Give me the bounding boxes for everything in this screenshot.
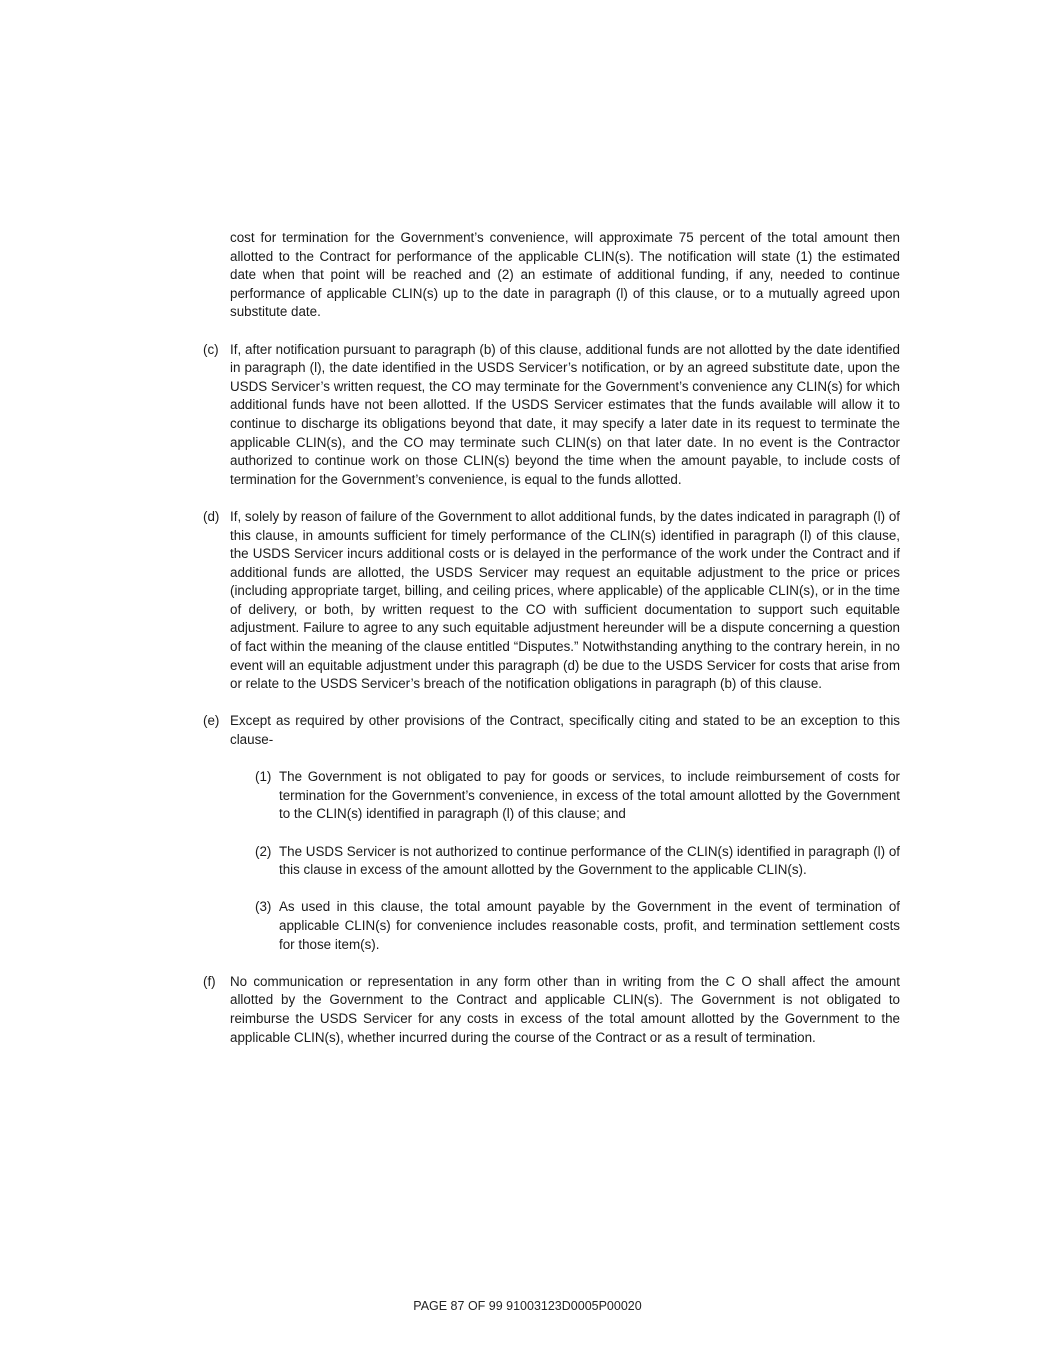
subparagraph-2 bbox=[230, 843, 900, 880]
paragraph-text: If, after notification pursuant to paragraph (b) of this clause, additional funds are not allotted by the date identified in paragraph (l), the date identified in the USDS Servicer’s notification, or by an agreed substitute date, upon the USDS Servicer’s written request, the CO may terminate for the Government’s convenience any CLIN(s) for which additional funds have not been allotted. If the USDS Servicer estimates that the funds available will allow it to continue to discharge its obligations beyond that date, it may specify a later date in its request to terminate the applicable CLIN(s), and the CO may terminate such CLIN(s) on that later date. In no event is the Contractor authorized to continue work on those CLIN(s) beyond the time when the amount payable, to include costs of termination for the Government’s convenience, is equal to the funds allotted. bbox=[230, 341, 900, 487]
paragraph-c bbox=[203, 341, 900, 490]
paragraph-marker: (c) bbox=[203, 341, 219, 357]
subparagraph-text: As used in this clause, the total amount payable by the Government in the event of termination of applicable CLIN(s) for convenience includes reasonable costs, profit, and termination settlement costs for those item(s). bbox=[279, 899, 900, 952]
subparagraph-3 bbox=[230, 898, 900, 954]
paragraph-marker: (f) bbox=[203, 973, 216, 989]
paragraph-marker: (d) bbox=[203, 508, 220, 524]
subparagraph-1 bbox=[230, 768, 900, 824]
paragraph-d bbox=[203, 508, 900, 694]
paragraph-text: If, solely by reason of failure of the Government to allot additional funds, by the dates indicated in paragraph (l) of this clause, in amounts sufficient for timely performance of the CLIN(s) identified in paragraph (l) of this clause, the USDS Servicer incurs additional costs or is delayed in the performance of the work under the Contract and if additional funds are allotted, the USDS Servicer may request an equitable adjustment to the price or prices (including appropriate target, billing, and ceiling prices, where applicable) of the applicable CLIN(s), or in the time of delivery, or both, by written request to the CO with sufficient documentation to support such equitable adjustment. Failure to agree to any such equitable adjustment hereunder will be a dispute concerning a question of fact within the meaning of the clause entitled “Disputes.” Notwithstanding anything to the contrary herein, in no event will an equitable adjustment under this paragraph (d) be due to the USDS Servicer for costs that arise from or relate to the USDS Servicer’s breach of the notification obligations in paragraph (b) of this clause. bbox=[230, 508, 900, 692]
paragraph-marker: (e) bbox=[203, 713, 220, 729]
paragraph-text: No communication or representation in any form other than in writing from the C O shall affect the amount allotted by the Government to the Contract and applicable CLIN(s). The Government is not obligated to reimburse the USDS Servicer for any costs in excess of the total amount allotted by the Government to the applicable CLIN(s), whether incurred during the course of the Contract or as a result of termination. bbox=[230, 973, 900, 1045]
clause-body bbox=[203, 229, 900, 1066]
subparagraph-marker: (3) bbox=[255, 899, 272, 915]
continuation-paragraph bbox=[203, 229, 900, 322]
subparagraph-text: The USDS Servicer is not authorized to continue performance of the CLIN(s) identified in paragraph (l) of this clause in excess of the amount allotted by the Government to the applicable CLIN(s). bbox=[279, 843, 900, 878]
paragraph-f bbox=[203, 973, 900, 1047]
paragraph-e bbox=[203, 712, 900, 749]
subparagraph-marker: (1) bbox=[255, 769, 272, 785]
paragraph-text: Except as required by other provisions of the Contract, specifically citing and stated to be an exception to this clause- bbox=[230, 713, 900, 748]
continuation-text: cost for termination for the Government’s convenience, will approximate 75 percent of the total amount then allotted to the Contract for performance of the applicable CLIN(s). The notification will state (1) the estimated date when that point will be reached and (2) an estimate of additional funding, if any, needed to continue performance of applicable CLIN(s) up to the date in paragraph (l) of this clause, or to a mutually agreed upon substitute date. bbox=[230, 230, 900, 320]
subparagraph-marker: (2) bbox=[255, 843, 272, 859]
subparagraph-text: The Government is not obligated to pay for goods or services, to include reimbursement of costs for termination for the Government’s convenience, in excess of the total amount allotted by the Government to the CLIN(s) identified in paragraph (l) of this clause; and bbox=[279, 769, 900, 822]
page-footer: PAGE 87 OF 99 91003123D0005P00020 bbox=[413, 1299, 642, 1313]
